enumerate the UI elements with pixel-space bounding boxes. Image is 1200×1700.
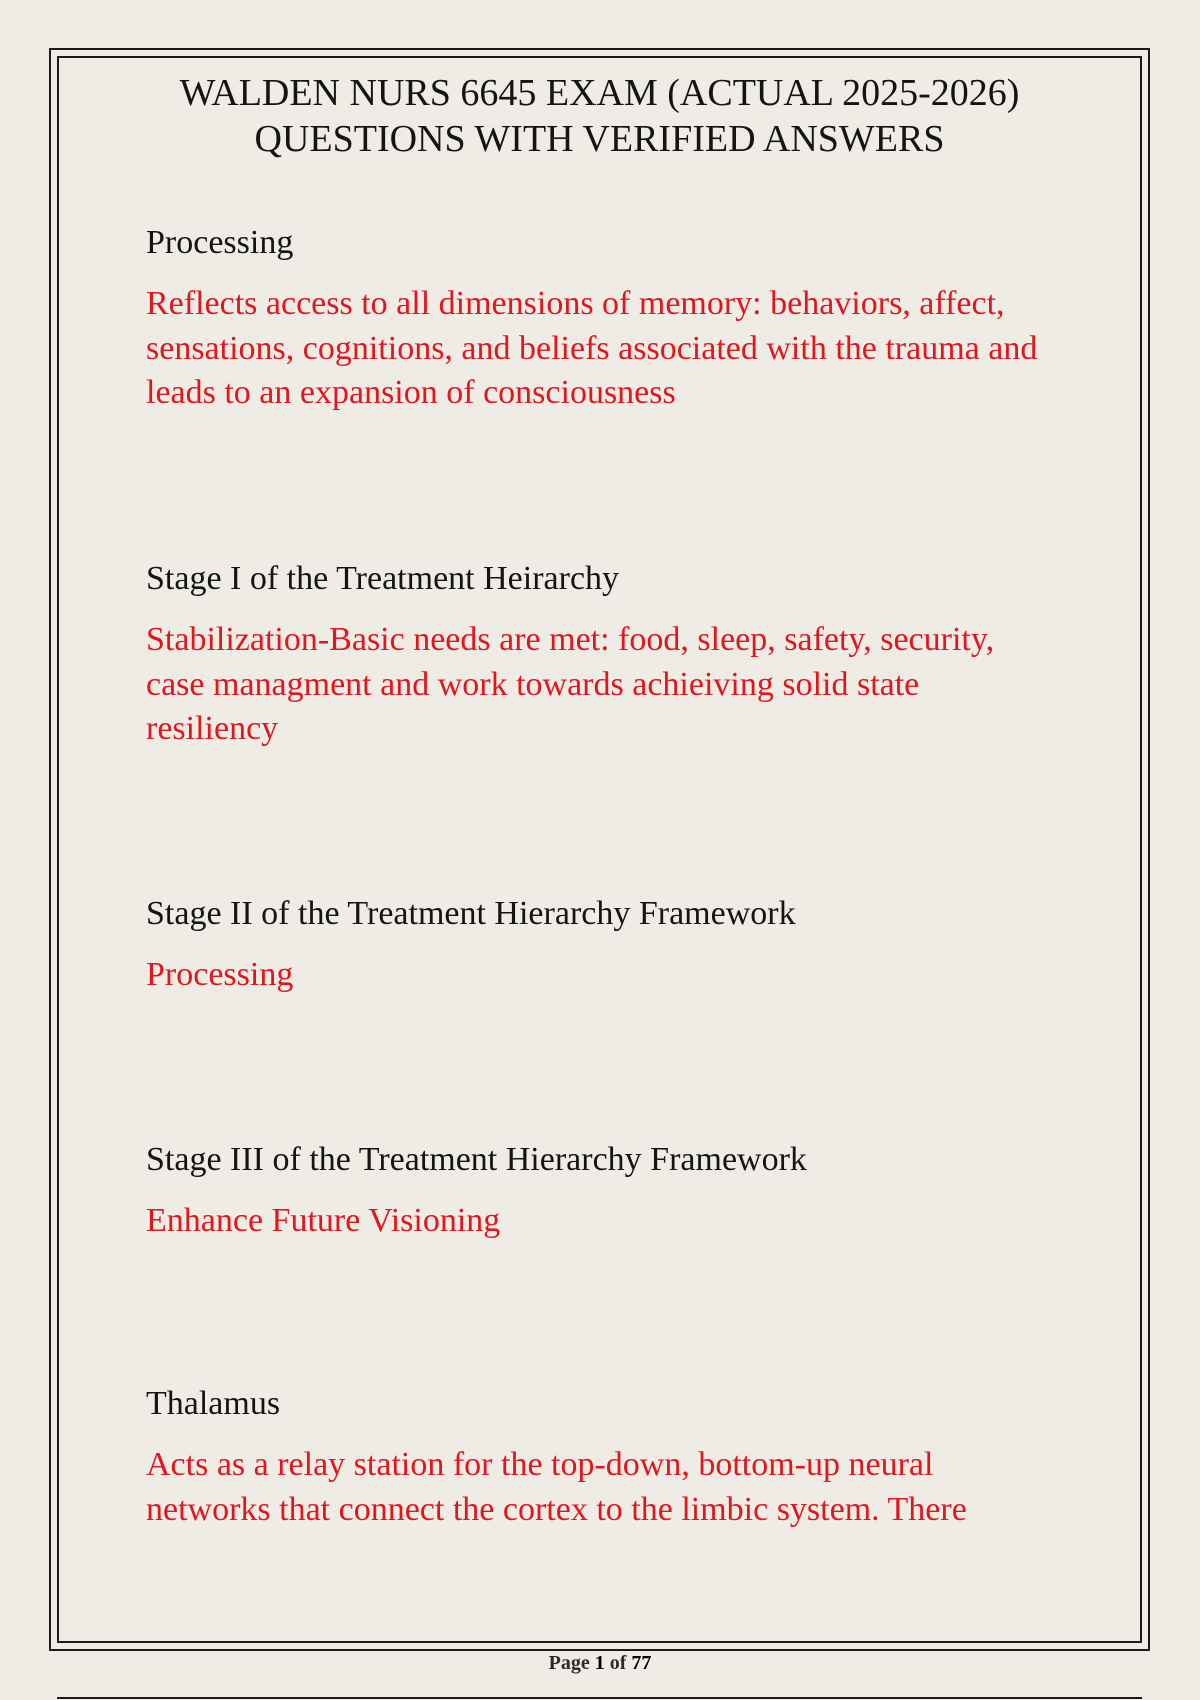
document-title-line-2: QUESTIONS WITH VERIFIED ANSWERS bbox=[254, 118, 945, 160]
page-word: Page bbox=[548, 1652, 590, 1674]
document-title bbox=[57, 70, 1142, 162]
qa-entry bbox=[146, 558, 1046, 752]
question-term: Stage III of the Treatment Hierarchy Framework bbox=[146, 1141, 807, 1178]
current-page-number: 1 bbox=[594, 1652, 605, 1674]
page-number-footer bbox=[0, 1650, 1200, 1676]
answer-definition: Acts as a relay station for the top-down, bottom-up neural networks that connect the cortex to the limbic system. There bbox=[146, 1446, 967, 1528]
of-word: of bbox=[609, 1652, 627, 1674]
question-term: Thalamus bbox=[146, 1385, 281, 1422]
answer-definition: Reflects access to all dimensions of memory: behaviors, affect, sensations, cognitions, and beliefs associated with the trauma and leads to an expansion of consciousness bbox=[146, 285, 1038, 411]
document-title-line-1: WALDEN NURS 6645 EXAM (ACTUAL 2025-2026) bbox=[179, 72, 1020, 114]
question-term: Stage I of the Treatment Heirarchy bbox=[146, 560, 620, 597]
total-page-count: 77 bbox=[631, 1652, 652, 1674]
question-term: Stage II of the Treatment Hierarchy Framework bbox=[146, 895, 796, 932]
bottom-divider bbox=[57, 1697, 1142, 1699]
qa-entry bbox=[146, 893, 1046, 998]
answer-definition: Processing bbox=[146, 956, 294, 993]
answer-definition: Stabilization-Basic needs are met: food, sleep, safety, security, case managment and work towards achieiving solid state resiliency bbox=[146, 621, 995, 747]
qa-entry bbox=[146, 222, 1046, 416]
question-term: Processing bbox=[146, 224, 294, 261]
qa-entry bbox=[146, 1139, 1046, 1244]
qa-entry bbox=[146, 1383, 1046, 1532]
answer-definition: Enhance Future Visioning bbox=[146, 1202, 501, 1239]
